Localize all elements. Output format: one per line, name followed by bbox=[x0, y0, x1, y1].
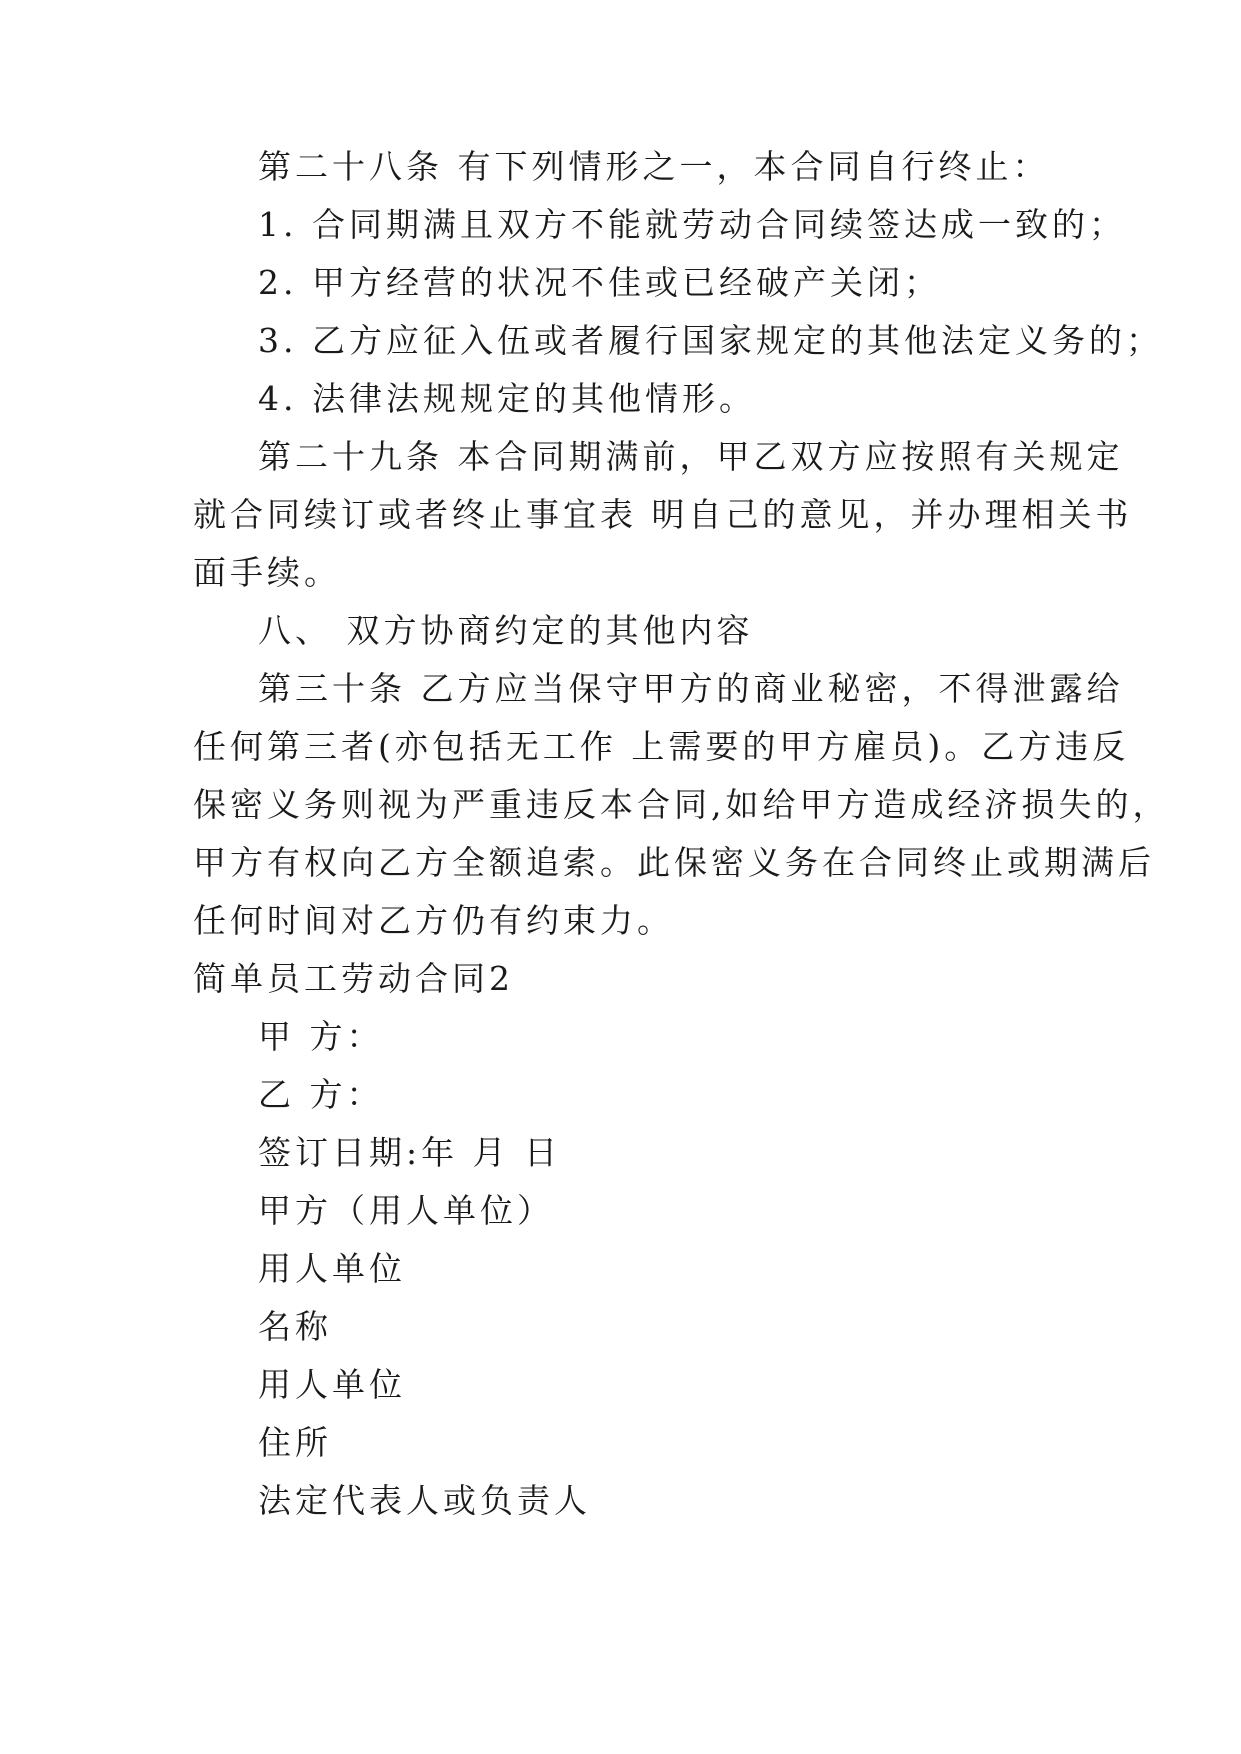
signing-date-label: 签订日期:年 月 日 bbox=[258, 1133, 562, 1172]
section-8-heading: 八、 双方协商约定的其他内容 bbox=[258, 611, 754, 650]
clause-29-line-1: 第二十九条 本合同期满前，甲乙双方应按照有关规定 bbox=[258, 437, 1124, 476]
employer-label-2: 用人单位 bbox=[258, 1365, 406, 1404]
clause-28-item-4: 4. 法律法规规定的其他情形。 bbox=[258, 379, 756, 418]
employer-name-label: 名称 bbox=[258, 1307, 332, 1346]
contract-2-title: 简单员工劳动合同2 bbox=[193, 959, 514, 998]
clause-28-heading: 第二十八条 有下列情形之一，本合同自行终止： bbox=[258, 147, 1050, 186]
employer-label-1: 用人单位 bbox=[258, 1249, 406, 1288]
clause-28-item-3: 3. 乙方应征入伍或者履行国家规定的其他法定义务的； bbox=[258, 321, 1163, 360]
clause-29-line-3: 面手续。 bbox=[193, 553, 341, 592]
clause-30-line-3: 保密义务则视为严重违反本合同,如给甲方造成经济损失的， bbox=[193, 785, 1170, 824]
clause-28-item-2: 2. 甲方经营的状况不佳或已经破产关闭； bbox=[258, 263, 941, 302]
employer-address-label: 住所 bbox=[258, 1423, 332, 1462]
clause-30-line-2: 任何第三者(亦包括无工作 上需要的甲方雇员)。乙方违反 bbox=[193, 727, 1130, 766]
clause-28-item-1: 1. 合同期满且双方不能就劳动合同续签达成一致的； bbox=[258, 205, 1126, 244]
clause-30-line-4: 甲方有权向乙方全额追索。此保密义务在合同终止或期满后 bbox=[193, 843, 1155, 882]
party-a-employer-label: 甲方（用人单位） bbox=[258, 1191, 554, 1230]
clause-29-line-2: 就合同续订或者终止事宜表 明自己的意见，并办理相关书 bbox=[193, 495, 1133, 534]
party-b-label: 乙 方： bbox=[258, 1075, 384, 1114]
clause-30-line-5: 任何时间对乙方仍有约束力。 bbox=[193, 901, 674, 940]
clause-30-line-1: 第三十条 乙方应当保守甲方的商业秘密，不得泄露给 bbox=[258, 669, 1124, 708]
party-a-label: 甲 方： bbox=[258, 1017, 384, 1056]
legal-representative-label: 法定代表人或负责人 bbox=[258, 1481, 591, 1520]
